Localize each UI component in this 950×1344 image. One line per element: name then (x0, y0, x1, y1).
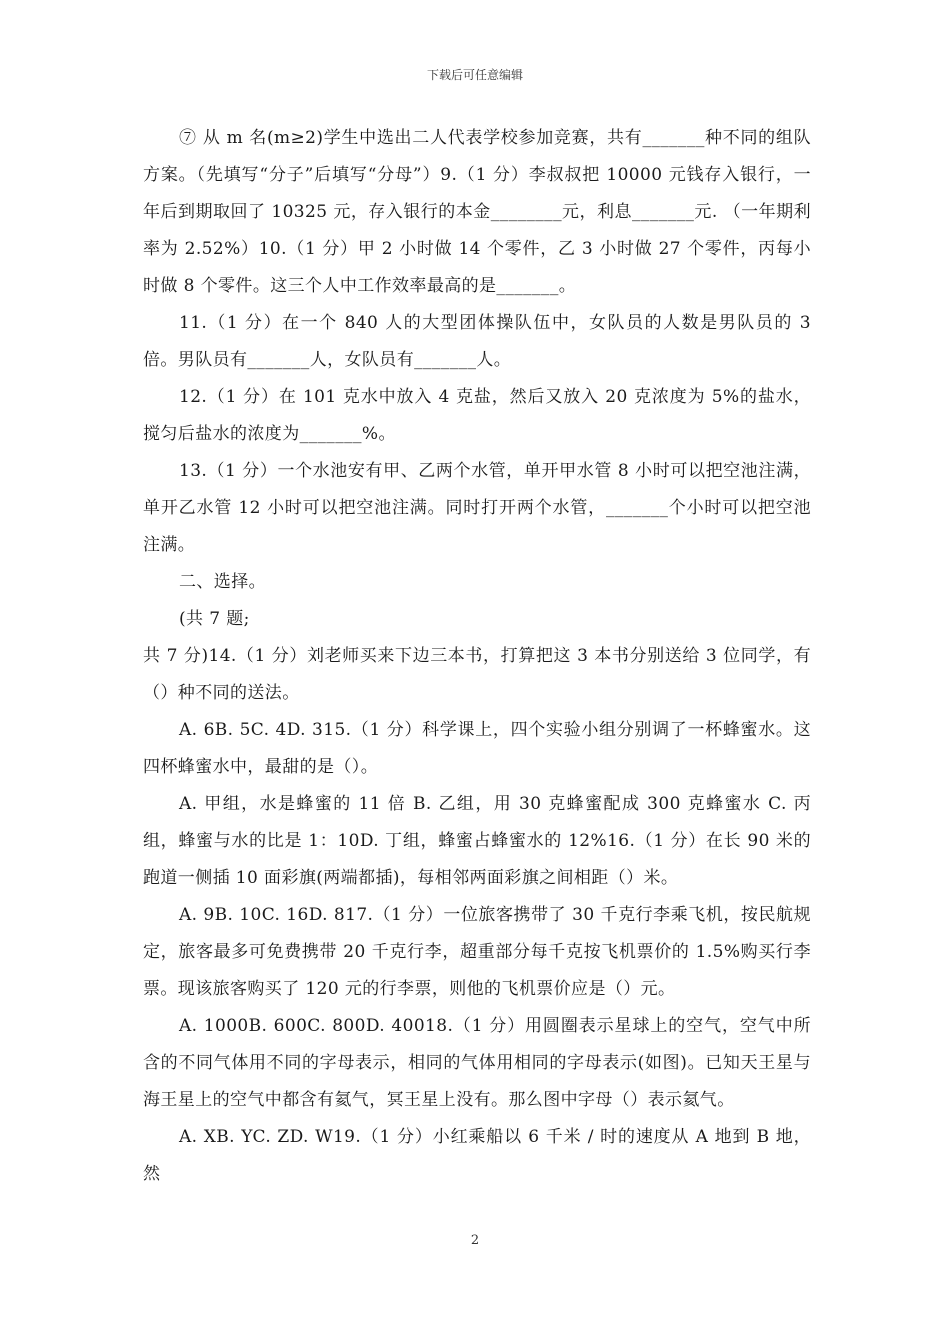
section-count: (共 7 题; (179, 609, 250, 629)
page-header: 下载后可任意编辑 (426, 68, 523, 82)
paragraph-q11: 11.（1 分）在一个 840 人的大型团体操队伍中，女队员的人数是男队员的 3 倍。男队员有_______人，女队员有_______人。 (143, 313, 811, 370)
paragraph-q18: A. 1000B. 600C. 800D. 40018.（1 分）用圆圈表示星球上的空气，空气中所含的不同气体用不同的字母表示，相同的气体用相同的字母表示(如图)。已知天王星与海王星上的空气中都含有氦气，冥王星上没有。那么图中字母（）表示氦气。 (143, 1016, 811, 1110)
paragraph-q15: A. 6B. 5C. 4D. 315.（1 分）科学课上，四个实验小组分别调了一杯蜂蜜水。这四杯蜂蜜水中，最甜的是（）。 (143, 720, 811, 777)
page-body (143, 120, 811, 1193)
section-heading-choice: 二、选择。 (179, 572, 266, 592)
paragraph-q16: A. 甲组，水是蜂蜜的 11 倍 B. 乙组，用 30 克蜂蜜配成 300 克蜂蜜水 C. 丙组，蜂蜜与水的比是 1：10D. 丁组，蜂蜜占蜂蜜水的 12%16.（1 分）在长 90 米的跑道一侧插 10 面彩旗(两端都插)，每相邻两面彩旗之间相距（）米。 (143, 794, 811, 888)
paragraph-q12: 12.（1 分）在 101 克水中放入 4 克盐，然后又放入 20 克浓度为 5%的盐水，搅匀后盐水的浓度为_______%。 (143, 387, 811, 444)
page-number: 2 (470, 1233, 480, 1248)
paragraph-q14: 共 7 分)14.（1 分）刘老师买来下边三本书，打算把这 3 本书分别送给 3 位同学，有（）种不同的送法。 (143, 646, 811, 703)
paragraph-q17: A. 9B. 10C. 16D. 817.（1 分）一位旅客携带了 30 千克行李乘飞机，按民航规定，旅客最多可免费携带 20 千克行李，超重部分每千克按飞机票价的 1.5%购买行李票。现该旅客购买了 120 元的行李票，则他的飞机票价应是（）元。 (143, 905, 811, 999)
paragraph-q7-q10: ⑦ 从 m 名(m≥2)学生中选出二人代表学校参加竞赛，共有_______种不同的组队方案。（先填写“分子”后填写“分母”）9.（1 分）李叔叔把 10000 元钱存入银行，一年后到期取回了 10325 元，存入银行的本金________元，利息_______元. （一年期利率为 2.52%）10.（1 分）甲 2 小时做 14 个零件，乙 3 小时做 27 个零件，丙每小时做 8 个零件。这三个人中工作效率最高的是_______。 (143, 128, 811, 296)
paragraph-q13: 13.（1 分）一个水池安有甲、乙两个水管，单开甲水管 8 小时可以把空池注满，单开乙水管 12 小时可以把空池注满。同时打开两个水管，_______个小时可以把空池注满。 (143, 461, 811, 555)
paragraph-q19: A. XB. YC. ZD. W19.（1 分）小红乘船以 6 千米 / 时的速度从 A 地到 B 地，然 (143, 1127, 811, 1184)
